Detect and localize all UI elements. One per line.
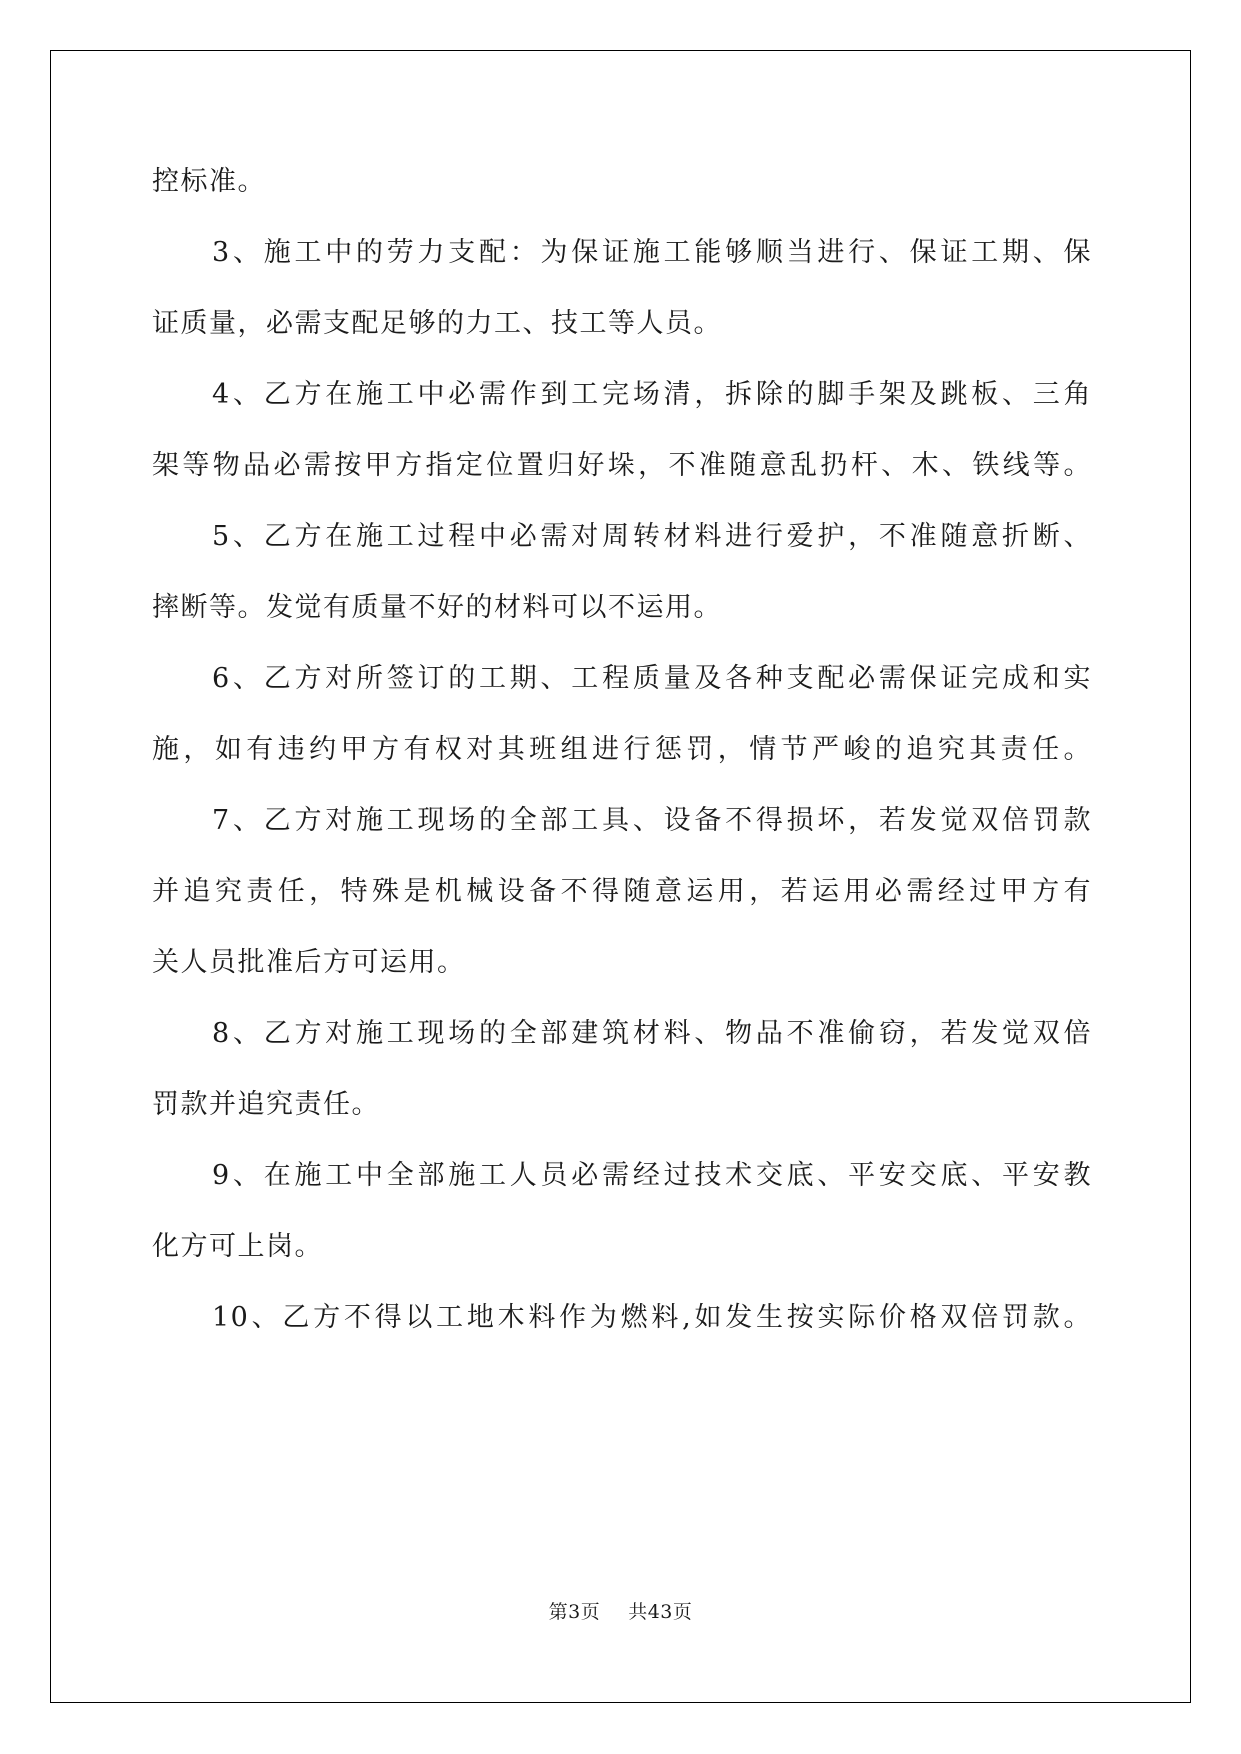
paragraph-line: 施，如有违约甲方有权对其班组进行惩罚，情节严峻的追究其责任。 (152, 734, 1092, 765)
paragraph-line: 6、乙方对所签订的工期、工程质量及各种支配必需保证完成和实 (212, 663, 1092, 694)
paragraph-line: 架等物品必需按甲方指定位置归好垛，不准随意乱扔杆、木、铁线等。 (152, 450, 1092, 481)
paragraph-line: 4、乙方在施工中必需作到工完场清，拆除的脚手架及跳板、三角 (212, 379, 1092, 410)
paragraph-line: 8、乙方对施工现场的全部建筑材料、物品不准偷窃，若发觉双倍 (212, 1018, 1092, 1049)
paragraph-line: 罚款并追究责任。 (152, 1089, 380, 1120)
paragraph-line: 摔断等。发觉有质量不好的材料可以不运用。 (152, 592, 722, 623)
paragraph-line: 7、乙方对施工现场的全部工具、设备不得损坏，若发觉双倍罚款 (212, 805, 1092, 836)
paragraph-line: 化方可上岗。 (152, 1231, 323, 1262)
page-number-total: 共43页 (628, 1601, 693, 1623)
page-footer (0, 1600, 1241, 1624)
paragraph-line: 9、在施工中全部施工人员必需经过技术交底、平安交底、平安教 (212, 1160, 1092, 1191)
page-number-current: 第3页 (548, 1601, 601, 1623)
paragraph-line: 3、施工中的劳力支配：为保证施工能够顺当进行、保证工期、保 (212, 237, 1092, 268)
paragraph-line: 并追究责任，特殊是机械设备不得随意运用，若运用必需经过甲方有 (152, 876, 1092, 907)
paragraph-line: 控标准。 (152, 166, 266, 197)
paragraph-line: 5、乙方在施工过程中必需对周转材料进行爱护，不准随意折断、 (212, 521, 1092, 552)
paragraph-line: 证质量，必需支配足够的力工、技工等人员。 (152, 308, 722, 339)
paragraph-line: 10、乙方不得以工地木料作为燃料,如发生按实际价格双倍罚款。 (212, 1302, 1092, 1333)
paragraph-line: 关人员批准后方可运用。 (152, 947, 466, 978)
